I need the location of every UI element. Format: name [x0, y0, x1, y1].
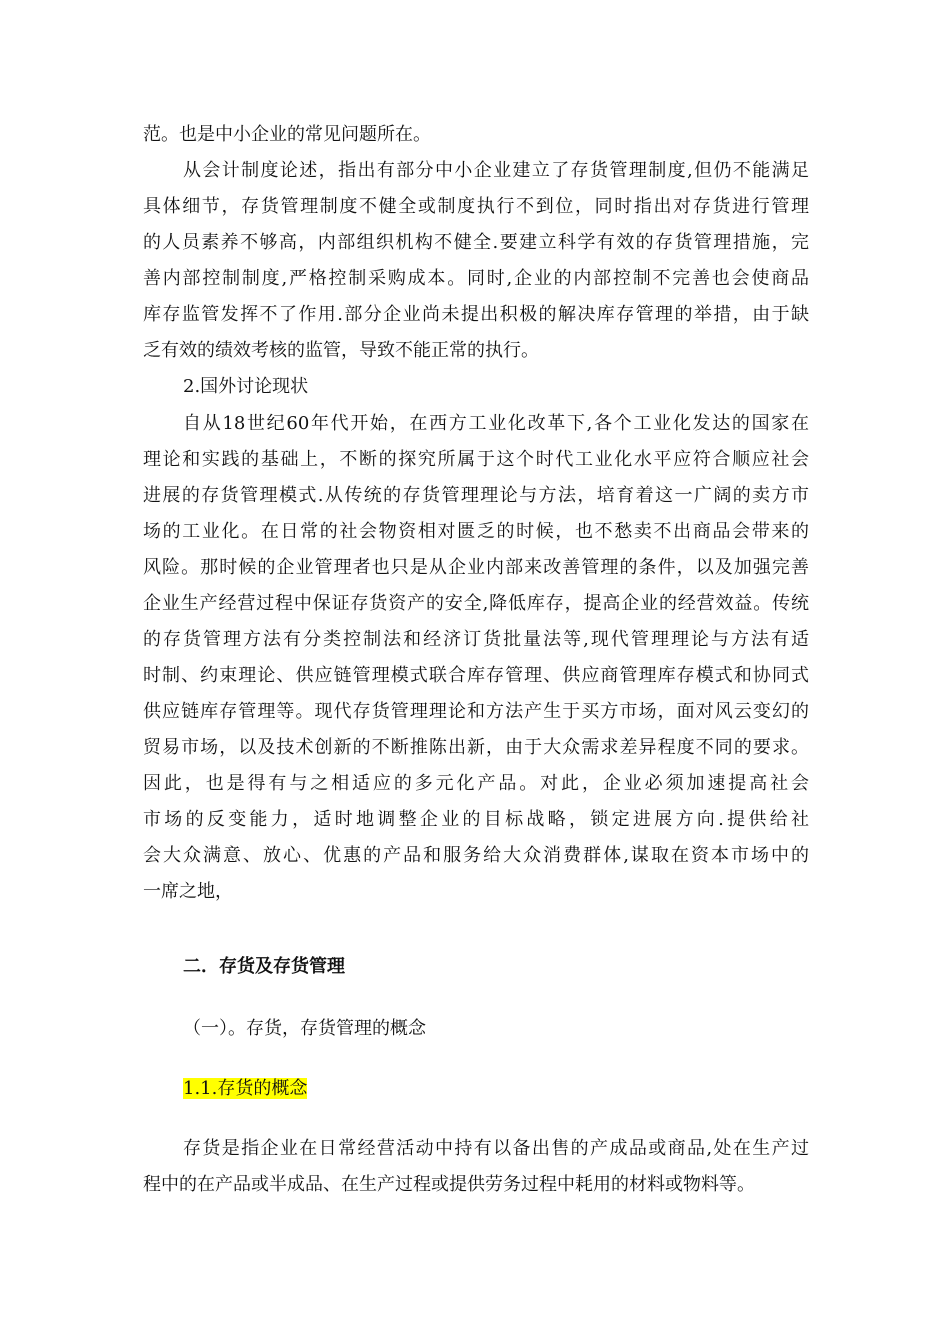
text-line: 企业生产经营过程中保证存货资产的安全,降低库存，提高企业的经营效益。传统 [143, 593, 809, 614]
text-line: 理论和实践的基础上，不断的探究所属于这个时代工业化水平应符合顺应社会 [143, 449, 809, 470]
text-line: 供应链库存管理等。现代存货管理理论和方法产生于买方市场，面对风云变幻的 [143, 701, 809, 722]
text-line: 自从18世纪60年代开始，在西方工业化改革下,各个工业化发达的国家在 [183, 413, 809, 434]
text-line: 具体细节，存货管理制度不健全或制度执行不到位，同时指出对存货进行管理 [143, 196, 809, 217]
text-line: 存货是指企业在日常经营活动中持有以备出售的产成品或商品,处在生产过 [183, 1138, 809, 1159]
text-line: 风险。那时候的企业管理者也只是从企业内部来改善管理的条件，以及加强完善 [143, 557, 809, 578]
highlighted-heading-text: 1.1.存货的概念 [183, 1078, 308, 1099]
text-line: 从会计制度论述，指出有部分中小企业建立了存货管理制度,但仍不能满足 [183, 160, 809, 181]
text-line: 一席之地， [143, 881, 233, 902]
text-line: 范。也是中小企业的常见问题所在。 [143, 124, 431, 145]
highlighted-heading [183, 1078, 809, 1100]
section-heading: 二．存货及存货管理 [183, 956, 345, 977]
text-line: 程中的在产品或半成品、在生产过程或提供劳务过程中耗用的材料或物料等。 [143, 1174, 755, 1195]
text-line: 善内部控制制度,严格控制采购成本。同时,企业的内部控制不完善也会使商品 [143, 268, 809, 289]
subsection-heading: （一）。存货，存货管理的概念 [183, 1018, 426, 1039]
text-line: 的人员素养不够高，内部组织机构不健全.要建立科学有效的存货管理措施，完 [143, 232, 809, 253]
text-line: 进展的存货管理模式.从传统的存货管理理论与方法，培育着这一广阔的卖方市 [143, 485, 809, 506]
text-line: 库存监管发挥不了作用.部分企业尚未提出积极的解决库存管理的举措，由于缺 [143, 304, 809, 325]
text-line: 贸易市场，以及技术创新的不断推陈出新，由于大众需求差异程度不同的要求。 [143, 737, 809, 758]
text-line: 市场的反变能力，适时地调整企业的目标战略，锁定进展方向.提供给社 [143, 809, 809, 830]
text-line: 会大众满意、放心、优惠的产品和服务给大众消费群体,谋取在资本市场中的 [143, 845, 809, 866]
text-line: 的存货管理方法有分类控制法和经济订货批量法等,现代管理理论与方法有适 [143, 629, 809, 650]
text-line: 乏有效的绩效考核的监管，导致不能正常的执行。 [143, 340, 539, 361]
text-line: 因此，也是得有与之相适应的多元化产品。对此，企业必须加速提高社会 [143, 773, 809, 794]
text-line: 时制、约束理论、供应链管理模式联合库存管理、供应商管理库存模式和协同式 [143, 665, 809, 686]
sub-heading-foreign: 2.国外讨论现状 [183, 376, 309, 397]
text-line: 场的工业化。在日常的社会物资相对匮乏的时候，也不愁卖不出商品会带来的 [143, 521, 809, 542]
